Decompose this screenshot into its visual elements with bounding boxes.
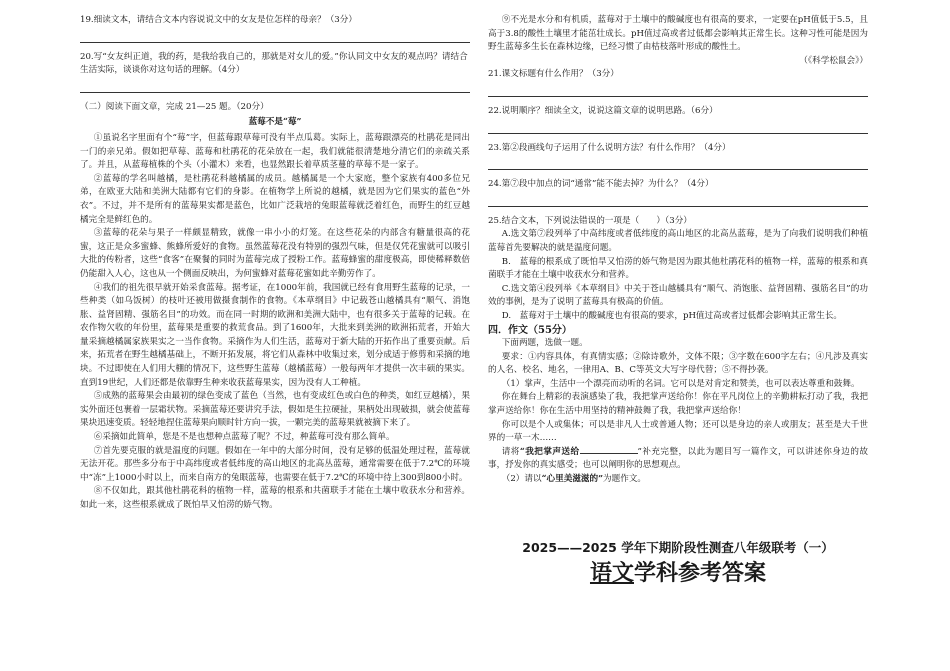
prompt-suffix: 为题作文。 — [603, 474, 647, 485]
section-4-heading: 四．作文（55分） — [488, 324, 572, 336]
prompt-prefix: （2）请以 — [501, 474, 542, 485]
paragraph-9: ⑨不光是水分和有机质，蓝莓对于土壤中的酸碱度也有很高的要求，一定要在pH值低于5.5，且高于3.8的酸性土壤里才能茁壮成长。pH值过高或者过低都会影响其正常生长。这种习性可能是因为野生蓝莓多生长在森林边缘，已经习惯了由枯枝落叶形成的酸性土。 — [488, 15, 868, 53]
option-c: C.选文第④段列举《本草纲目》中关于苍山越橘具有“顺气、消饱胀、益肾固精、强筋名目”的功效的事例，是为了说明了蓝莓具有极高的价值。 — [488, 283, 868, 308]
answer-line[interactable] — [488, 84, 868, 97]
composition-1-title-instruction — [488, 446, 868, 473]
title-blank[interactable] — [580, 453, 638, 454]
question-21: 21.课文标题有什么作用？（3分） — [488, 69, 619, 80]
left-column — [80, 14, 470, 513]
question-23: 23.第②段画线句子运用了什么说明方法？有什么作用？（4分） — [488, 142, 731, 153]
answer-line[interactable] — [80, 30, 470, 43]
answer-line[interactable] — [80, 80, 470, 93]
paragraph-4: ④我们的祖先很早就开始采食蓝莓。据考证，在1000年前，我国就已经有食用野生蓝莓的记录，一些种类（如乌饭树）的枝叶还被用做摄食制作的食物。《本草纲目》中记载苍山越橘具有“顺气、消饱胀、益肾固精、强筋名目”的功效。而在同一时期的欧洲和美洲大陆中，也有很多关于蓝莓的记载。在农作物欠收的年份里，蓝莓果是重要的救荒食品。到了1600年，大批来到美洲的欧洲拓荒者，开始大量采摘越橘属家族果实之一当作食物。采摘作为人们生活，蓝莓对于新大陆的开拓作出了重要贡献。后来，拓荒者在野生越橘基础上，不断开拓发展，将它们从森林中收集过来，划分成适于修剪和采摘的地块。不过即使在人们用大棚的情况下，这些野生蓝莓（越橘蓝莓）一般每两年才提供一次丰硕的果实。直到19世纪，人们还都是依靠野生种来收获蓝莓果实，因为没有人工种植。 — [80, 282, 470, 388]
composition-intro: 下面两题，选做一题。 — [501, 338, 588, 349]
subject-name: 语文 — [589, 561, 634, 586]
composition-1-text-b: 你在舞台上精彩的表演感染了我，我把掌声送给你！你在平凡岗位上的辛勤耕耘打动了我，我把掌声送给你！你在生活中用坚持的精神鼓舞了我，我把掌声送给你！ — [488, 392, 868, 417]
instruction-suffix: ”补充完整，以此为题目写一篇作文，可以讲述你身边的故事，抒发你的真实感受；也可以阐明你的思想观点。 — [488, 446, 868, 471]
option-d: D. 蓝莓对于土壤中的酸碱度也有很高的要求，pH值过高或者过低都会影响其正常生长。 — [501, 310, 843, 321]
paragraph-1: ①虽说名字里面有个“莓”字，但蓝莓跟草莓可没有半点瓜葛。实际上，蓝莓跟漂亮的杜鹃花是同出一门的亲兄弟。假如把草莓、蓝莓和杜鹃花的花朵放在一起，我们就能很清楚地分清它们的亲疏关系了。并且，从蓝莓植株的个头（小灌木）来看，也显然跟长着草质茎蔓的草莓不是一家子。 — [80, 132, 470, 171]
paragraph-2: ②蓝莓的学名叫越橘，是杜鹃花科越橘属的成员。越橘属是一个大家庭，整个家族有400多位兄弟，在欧亚大陆和美洲大陆都有它们的身影。在植物学上所说的越橘，就是因为它们果实的蓝色“外衣”。不过，并不是所有的蓝莓果实都是蓝色，比如广泛栽培的兔眼蓝莓就泛着红色，而野生的红豆越橘完全是鲜红色的。 — [80, 173, 470, 225]
article-source: （《科学松鼠会》） — [799, 55, 868, 66]
option-b: B. 蓝莓的根系成了既怕旱又怕涝的娇气物是因为跟其他杜鹃花科的植物一样，蓝莓的根系和真菌联手才能在土壤中收获水分和营养。 — [488, 256, 868, 281]
instruction-prefix: 请将 — [501, 446, 520, 457]
section-2-heading: （二）阅读下面文章，完成 21—25 题。（20分） — [80, 101, 269, 112]
title-phrase: “我把掌声送给 — [519, 446, 580, 457]
answer-line[interactable] — [488, 157, 868, 170]
answer-line[interactable] — [488, 194, 868, 207]
paragraph-7: ⑦首先要克服的就是温度的问题。假如在一年中的大部分时间，没有足够的低温处理过程，蓝莓就无法开花。那些多分布于中高纬度或者低纬度的高山地区的北高丛蓝莓，通常需要在低于7.2℃的环境中“冻”上1000小时以上，而来自南方的兔眼蓝莓，也需要在低于7.2℃的环境中待上300到800小时。 — [80, 445, 470, 483]
prompt-title: “心里美滋滋的” — [541, 474, 604, 485]
right-column — [488, 14, 868, 487]
question-25: 25.结合文本，下列说法错误的一项是（ ）（3分） — [488, 215, 692, 226]
question-24: 24.第⑦段中加点的词“通常”能不能去掉？为什么？（4分） — [488, 179, 714, 190]
composition-1-text-c: 你可以是个人或集体；可以是非凡人士或普通人物；还可以是身边的亲人或朋友；甚至是大千世界的一草一木…… — [488, 419, 868, 444]
answer-key-title — [488, 556, 868, 587]
question-22: 22.说明顺序？细读全文，说说这篇文章的说明思路。（6分） — [488, 105, 718, 116]
answer-line[interactable] — [488, 121, 868, 134]
paragraph-8: ⑧不仅如此，跟其他杜鹃花科的植物一样，蓝莓的根系和共菌联手才能在土壤中收获水分和营养。如此一来，这些根系就成了既怕旱又怕涝的娇气物。 — [80, 486, 470, 510]
exam-title: 2025——2025 学年下期阶段性测查八年级联考（一） — [522, 540, 834, 555]
paragraph-6: ⑥采摘如此简单，您是不是也想种点蓝莓了呢？不过，种蓝莓可没有那么简单。 — [93, 432, 395, 443]
composition-requirements: 要求：①内容具体，有真情实感；②除诗歌外，文体不限；③字数在600字左右；④凡涉及真实的人名、校名、地名，一律用A、B、C等英文大写字母代替；⑤不得抄袭。 — [488, 351, 868, 376]
paragraph-5: ⑤成熟的蓝莓果会由最初的绿色变成了蓝色（当然，也有变成红色或白色的种类，如红豆越橘），果实外面还包裹着一层霜状物。采摘蓝莓还要讲究手法，假如是生拉硬扯，果柄处出现破损，就会使蓝莓果块迅速变质。轻轻地捏住蓝莓果向顺时针方向一拔，一颗完美的蓝莓果就被摘下来了。 — [80, 391, 470, 429]
composition-1-prompt: （1）掌声，生活中一个漂亮而动听的名词。它可以是对肯定和赞美，也可以表达尊重和鼓舞。 — [501, 378, 860, 389]
option-a: A.选文第⑦段列举了中高纬度或者低纬度的高山地区的北高丛蓝莓，是为了向我们说明我们种植蓝莓首先要解决的就是温度问题。 — [488, 229, 868, 253]
composition-2-prompt — [488, 473, 868, 487]
question-19: 19.细读文本，请结合文本内容说说文中的女友是位怎样的母亲？（3分） — [80, 15, 357, 25]
answer-key-label: 学科参考答案 — [634, 561, 767, 586]
paragraph-3: ③蓝莓的花朵与果子一样颇显精致，就像一串小小的灯笼。在这些花朵的内部含有糖量很高的花蜜，这正是众多蜜蜂、熊蜂所爱好的食物。虽然蓝莓花没有特别的强烈气味，但是仅凭花蜜就可以吸引大批的传粉者，这些“食客”在聚餐的同时为蓝莓完成了授粉工作。蓝莓蜂蜜的甜度极高，即使稀释数倍仍能甜入人心，这也从一个侧面反映出，为何蜜蜂对蓝莓花蜜如此辛勤劳作了。 — [80, 228, 470, 279]
article-title: 蓝莓不是“莓” — [248, 117, 302, 128]
question-20: 20.写“女友纠正道，我的药，是我给我自己的，那就是对女儿的爱。”你认同文中女友的观点吗？请结合生活实际，谈谈你对这句话的理解。（4分） — [80, 51, 468, 76]
